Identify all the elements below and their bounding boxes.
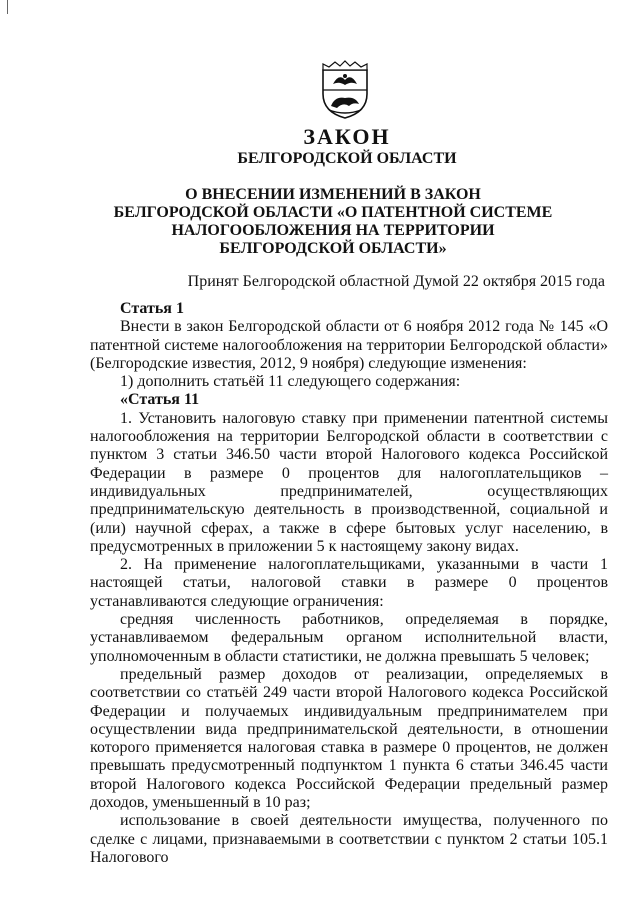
article-heading: Статья 1: [120, 300, 184, 317]
bill-title: [13, 186, 640, 258]
adoption-line: Принят Белгородской областной Думой 22 октября 2015 года: [187, 273, 605, 290]
document-title: ЗАКОН: [303, 124, 391, 149]
bill-title-line: НАЛОГООБЛОЖЕНИЯ НА ТЕРРИТОРИИ: [171, 222, 495, 239]
bill-title-line: БЕЛГОРОДСКОЙ ОБЛАСТИ»: [219, 240, 447, 257]
document-body: [90, 300, 608, 867]
belgorod-coat-of-arms-icon: [319, 60, 371, 120]
paragraph: 1. Установить налоговую ставку при применении патентной системы налогообложения на территории Белгородской области в соответствии с пунктом 3 статьи 346.50 части второй Налогового кодекса Российской Федерации в размере 0 процентов для налогоплательщиков – индивидуальных предпринимателей, осуществляющих предпринимательскую деятельность в производственной, социальной и (или) научной сферах, а также в сфере бытовых услуг населению, в предусмотренных в приложении 5 к настоящему закону видах.: [90, 409, 608, 555]
paragraph: Внести в закон Белгородской области от 6 ноября 2012 года № 145 «О патентной системе налогообложения на территории Белгородской области» (Белгородские известия, 2012, 9 ноября) следующие изменения:: [90, 318, 608, 372]
paragraph: использование в своей деятельности имущества, полученного по сделке с лицами, признаваемыми в соответствии с пунктом 2 статьи 105.1 Налогового: [90, 812, 608, 866]
article-heading: «Статья 11: [120, 391, 200, 409]
paragraph: 1) дополнить статьёй 11 следующего содержания:: [120, 373, 461, 391]
paragraph: 2. На применение налогоплательщиками, указанными в части 1 настоящей статьи, налоговой ставки в размере 0 процентов устанавливаются следующие ограничения:: [90, 556, 608, 610]
bill-title-line: О ВНЕСЕНИИ ИЗМЕНЕНИЙ В ЗАКОН: [185, 186, 481, 203]
document-region: БЕЛГОРОДСКОЙ ОБЛАСТИ: [237, 150, 457, 167]
paragraph: средняя численность работников, определяемая в порядке, устанавливаемом федеральным органом исполнительной власти, уполномоченным в области статистики, не должна превышать 5 человек;: [90, 611, 608, 665]
bill-title-line: БЕЛГОРОДСКОЙ ОБЛАСТИ «О ПАТЕНТНОЙ СИСТЕМЕ: [113, 204, 553, 221]
paragraph: предельный размер доходов от реализации, определяемых в соответствии со статьёй 249 части второй Налогового кодекса Российской Федерации и получаемых индивидуальным предпринимателем при осуществлении вида предпринимательской деятельности, в отношении которого применяется налоговая ставка в размере 0 процентов, не должен превышать предусмотренный подпунктом 1 пункта 6 статьи 346.45 части второй Налогового кодекса Российской Федерации предельный размер доходов, уменьшенный в 10 раз;: [90, 665, 608, 812]
scan-margin-mark: [7, 0, 16, 14]
